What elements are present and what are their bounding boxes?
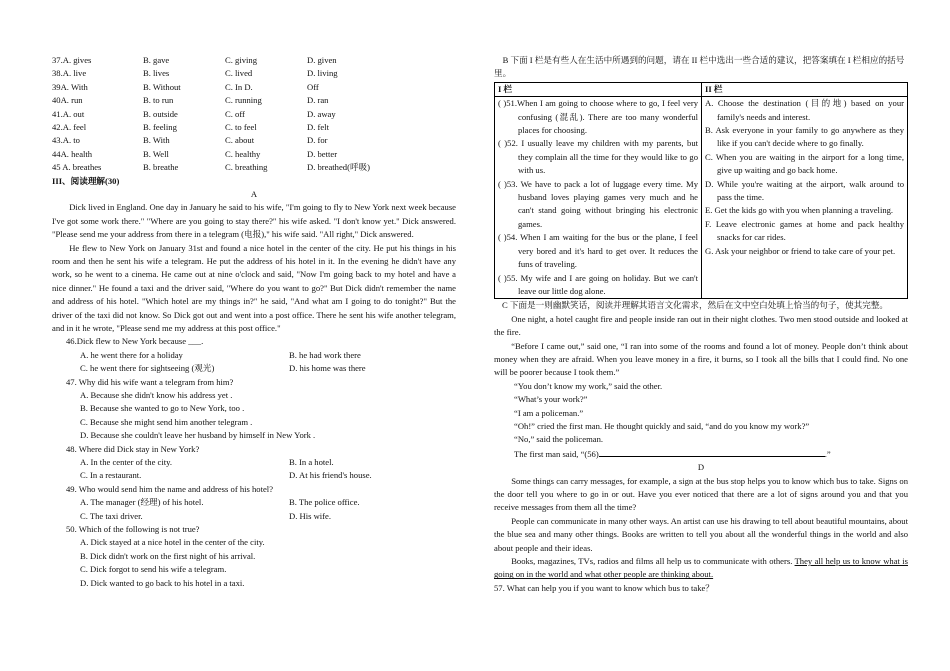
passage-c-blank-line	[494, 447, 908, 461]
cloze-option: 44A. health	[52, 148, 93, 159]
cloze-option: B. feeling	[143, 121, 177, 132]
column-ii-suggestions	[702, 97, 908, 299]
suggestion-item: F. Leave electronic games at home and pack healthy snacks for car rides.	[705, 218, 904, 243]
cloze-option: B. Well	[143, 148, 169, 159]
dialogue-line: “What’s your work?”	[514, 394, 588, 405]
suggestion-item: C. When you are waiting in the airport for a long time, give up waiting and go back home.	[705, 151, 904, 176]
cloze-option: D. away	[307, 108, 336, 119]
passage-c-intro: C 下面是一则幽默笑话，阅读并理解其语言文化需求，然后在文中空白处填上恰当的句子，使其完整。	[502, 300, 889, 311]
answer-option[interactable]: B. he had work there	[289, 349, 361, 360]
cloze-option: D. breathed(呼吸)	[307, 162, 370, 173]
answer-option[interactable]: A. The manager (经理) of his hotel.	[80, 497, 204, 508]
cloze-option-row	[52, 94, 456, 107]
passage-a-questions	[52, 335, 456, 590]
passage-c-paragraph-2: “Before I came out,” said one, “I ran into some of the rooms and found a lot of money. People don’t think about money when they are afraid. When you leave money in a fire, it burns, so I took all the bills that I could find. No one will be poorer because I took them.”	[494, 340, 908, 378]
answer-option[interactable]: A. he went there for a holiday	[80, 349, 183, 360]
question-stem: 46.Dick flew to New York because ___.	[66, 336, 204, 347]
cloze-option: B. Without	[143, 81, 181, 92]
section-title: III、阅读理解(30)	[52, 175, 120, 186]
cloze-option: 40A. run	[52, 95, 83, 106]
cloze-option: B. to run	[143, 95, 174, 106]
cloze-option: C. off	[225, 108, 245, 119]
answer-option[interactable]: D. Dick wanted to go back to his hotel in a taxi.	[80, 577, 245, 588]
answer-option[interactable]: C. The taxi driver.	[80, 510, 143, 521]
cloze-option: 37.A. gives	[52, 55, 92, 65]
column-i-problems	[495, 97, 702, 299]
answer-option[interactable]: D. his home was there	[289, 363, 366, 374]
passage-a-label: A	[250, 188, 258, 199]
cloze-option: D. ran	[307, 95, 329, 106]
passage-d-paragraph-2: People can communicate in many other ways. An artist can use his drawing to tell about beautiful mountains, about the blue sea and many other things. Books are written to tell you about all the wonderful things in the world and also about people and their ideas.	[494, 515, 908, 553]
right-column	[494, 54, 908, 595]
cloze-option: B. outside	[143, 108, 178, 119]
question-stem: 48. Where did Dick stay in New York?	[66, 443, 200, 454]
answer-option[interactable]: D. Because she couldn't leave her husband by himself in New York .	[80, 430, 316, 441]
cloze-option-row	[52, 148, 456, 161]
cloze-option: D. given	[307, 55, 337, 65]
matching-table	[494, 82, 908, 300]
answer-blank-56[interactable]	[599, 447, 825, 457]
answer-option[interactable]: D. At his friend's house.	[289, 470, 372, 481]
answer-option[interactable]: A. Because she didn't know his address yet .	[80, 390, 233, 401]
cloze-option: 38.A. live	[52, 68, 87, 79]
cloze-option-row	[52, 121, 456, 134]
cloze-option: 42.A. feel	[52, 121, 87, 132]
answer-option[interactable]: B. In a hotel.	[289, 457, 334, 468]
cloze-option: C. about	[225, 135, 255, 146]
blank-line-prefix: The first man said, “(56)	[514, 448, 599, 459]
suggestion-item: G. Ask your neighbor or friend to take care of your pet.	[705, 245, 896, 256]
cloze-option: Off	[307, 81, 319, 92]
cloze-option: C. giving	[225, 55, 257, 65]
answer-options	[52, 456, 456, 483]
cloze-option-row	[52, 54, 456, 67]
cloze-option: C. running	[225, 95, 262, 106]
answer-options	[52, 349, 456, 376]
cloze-option: D. felt	[307, 121, 329, 132]
answer-option[interactable]: C. he went there for sightseeing (观光)	[80, 363, 215, 374]
blank-line-suffix: .”	[824, 448, 831, 459]
suggestion-item: E. Get the kids go with you when planning a traveling.	[705, 205, 894, 216]
answer-option[interactable]: C. Dick forgot to send his wife a telegram.	[80, 564, 227, 575]
problem-item: ( )52. I usually leave my children with my parents, but they complain all the time for they would like to go with us.	[498, 138, 698, 176]
answer-option[interactable]: A. Dick stayed at a nice hotel in the center of the city.	[80, 537, 265, 548]
answer-option[interactable]: C. Because she might send him another telegram .	[80, 416, 253, 427]
cloze-options	[52, 54, 456, 175]
cloze-option: 45 A. breathes	[52, 162, 102, 173]
passage-d-label: D	[697, 462, 705, 473]
suggestion-item: D. While you're waiting at the airport, walk around to pass the time.	[705, 178, 904, 203]
passage-a-paragraph-2: He flew to New York on January 31st and found a nice hotel in the center of the city. He put his things in his room and then he sent his wife a telegram. He put the address of his hotel in it. In the evening he didn't have any work, so he went to a cinema. He came out at nine o'clock and said, "Now I'm going back to my hotel and have a nice dinner." He found a taxi and the driver said, "Where do you want to go?" But Dick didn't remember the name and address of his hotel. "Which hotel are my things in?" he said, "And what am I going to do tonight?" But the driver of the taxi did not know. So Dick got out and went into a post office. There he sent his wife another telegram, and in it he wrote, "Please send me my address at this post office."	[52, 242, 456, 333]
cloze-option: B. lives	[143, 68, 170, 79]
cloze-option: C. lived	[225, 68, 253, 79]
dialogue-line: “You don’t know my work,” said the other.	[514, 380, 663, 391]
cloze-option-row	[52, 161, 456, 174]
answer-option[interactable]: A. In the center of the city.	[80, 457, 173, 468]
problem-item: ( )53. We have to pack a lot of luggage every time. My husband loves playing games very much and he can't stand going without bringing his electronic games.	[498, 178, 698, 229]
passage-d-p3-text: Books, magazines, TVs, radios and films all help us to communicate with others.	[511, 556, 795, 567]
cloze-option: D. for	[307, 135, 328, 146]
passage-c-paragraph-1: One night, a hotel caught fire and people inside ran out in their night clothes. Two men stood outside and looked at the fire.	[494, 313, 908, 338]
cloze-option-row	[52, 108, 456, 121]
cloze-option: B. breathe	[143, 162, 179, 173]
dialogue-line: “I am a policeman.”	[514, 407, 584, 418]
dialogue-line: “No,” said the policeman.	[514, 434, 604, 445]
cloze-option: D. better	[307, 148, 338, 159]
cloze-option: 41.A. out	[52, 108, 85, 119]
problem-item: ( )54. When I am waiting for the bus or the plane, I feel very bored and it's hard to get over. It reduces the funs of traveling.	[498, 232, 698, 270]
question-stem: 49. Who would send him the name and address of his hotel?	[66, 483, 274, 494]
suggestion-item: B. Ask everyone in your family to go anywhere as they like if you can't decide where to go finally.	[705, 125, 904, 149]
cloze-option: C. breathing	[225, 162, 268, 173]
cloze-option-row	[52, 134, 456, 147]
cloze-option: B. With	[143, 135, 170, 146]
passage-b-intro: B 下面 I 栏是有些人在生活中所遇到的问题，请在 II 栏中选出一些合适的建议，把答案填在 I 栏相应的括号里。	[494, 55, 905, 79]
answer-option[interactable]: B. The police office.	[289, 497, 360, 508]
passage-c-dialogue	[494, 380, 908, 447]
question-57: 57. What can help you if you want to know which bus to take？	[494, 582, 714, 593]
problem-item: ( )55. My wife and I are going on holiday. But we can't leave our little dog alone.	[498, 272, 698, 296]
column-i-header: I 栏	[495, 82, 702, 96]
column-ii-header: II 栏	[702, 82, 908, 96]
cloze-option: C. In D.	[225, 81, 253, 92]
passage-a-paragraph-1: Dick lived in England. One day in January he said to his wife, "I'm going to fly to New York next week because I've got some work there." "Where are you going to stay there?" his wife asked. "I don't know yet." Dick answered. "Please send me your address from there in a telegram (电报)," his wife said. "All right," Dick answered.	[52, 202, 456, 240]
question-stem: 50. Which of the following is not true?	[66, 524, 200, 535]
problem-item: ( )51.When I am going to choose where to go, I feel very confusing (混乱). There are too many wonderful places for choosing.	[498, 98, 698, 136]
answer-option[interactable]: C. In a restaurant.	[80, 470, 142, 481]
cloze-option: 43.A. to	[52, 135, 80, 146]
answer-option[interactable]: B. Dick didn't work on the first night of his arrival.	[80, 550, 256, 561]
answer-option[interactable]: B. Because she wanted to go to New York, too .	[80, 403, 245, 414]
cloze-option: D. living	[307, 68, 338, 79]
underlined-sentence: They all help us to know what is going on in the world and what other people are thinking about.	[494, 556, 908, 580]
dialogue-line: “Oh!” cried the first man. He thought quickly and said, “and do you know my work?”	[514, 420, 810, 431]
cloze-option: C. healthy	[225, 148, 261, 159]
answer-option[interactable]: D. His wife.	[289, 510, 332, 521]
cloze-option-row	[52, 81, 456, 94]
answer-options	[52, 496, 456, 523]
cloze-option: 39A. With	[52, 81, 88, 92]
passage-d-paragraph-1: Some things can carry messages, for example, a sign at the bus stop helps you to know which bus to take. Signs on the door tell you where to go in or out. Have you ever noticed that there are a lot of signs around you and that you receive messages from them all the time?	[494, 475, 908, 513]
left-column	[52, 54, 456, 590]
cloze-option-row	[52, 67, 456, 80]
question-stem: 47. Why did his wife want a telegram from him?	[66, 376, 234, 387]
suggestion-item: A. Choose the destination (目的地) based on your family's needs and interest.	[705, 98, 904, 122]
passage-d-paragraph-3	[494, 555, 908, 582]
cloze-option: B. gave	[143, 55, 170, 65]
cloze-option: C. to feel	[225, 121, 257, 132]
